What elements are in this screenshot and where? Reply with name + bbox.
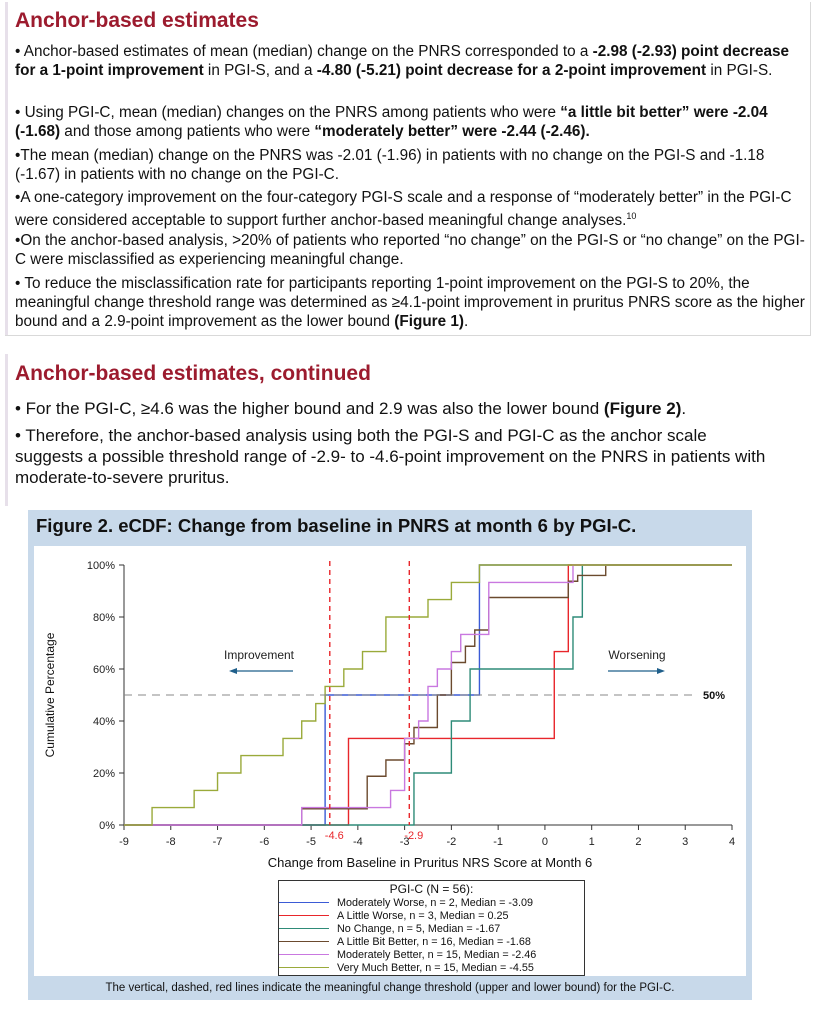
bullet-continued-1-text: • For the PGI-C, ≥4.6 was the higher bound and 2.9 was also the lower bound (15, 399, 604, 418)
improvement-label: Improvement (223, 648, 295, 662)
bullet-4-text: •A one-category improvement on the four-category PGI-S scale and a response of “moderately better” in the PGI-C were considered acceptable to support further anchor-based meaningful change analyses. (15, 189, 792, 230)
chart-axes (43, 560, 735, 870)
x-axis-title: Change from Baseline in Pruritus NRS Score at Month 6 (267, 855, 593, 870)
legend-label: A Little Worse, n = 3, Median = 0.25 (337, 909, 509, 922)
reference-line-label: 50% (703, 690, 726, 702)
y-tick-label: 80% (92, 612, 115, 624)
y-axis-title: Cumulative Percentage (43, 632, 57, 758)
bullet-continued-1-figure-ref: (Figure 2) (603, 399, 682, 418)
bullet-continued-1-period: . (681, 399, 687, 418)
bullet-6-period: . (463, 313, 469, 330)
legend-item (279, 935, 584, 948)
x-tick-label: -1 (493, 836, 504, 848)
bullet-1-bold-2: -4.80 (-5.21) point decrease for a 2-point improvement (316, 62, 707, 79)
bullet-continued-2: • Therefore, the anchor-based analysis using both the PGI-S and PGI-C as the anchor scale suggests a possible threshold range of -2.9- to -4.6-point improvement on the PNRS in patients with moderate-to-severe pruritus. (15, 426, 766, 487)
bullet-6-text: • To reduce the misclassification rate for participants reporting 1-point improvement on the PGI-S to 20%, the meaningful change threshold range was determined as ≥4.1-point improvement in pruritus PNRS score as the higher bound and a 2.9-point improvement as the lower bound (15, 275, 805, 330)
x-tick-label: -7 (212, 836, 223, 848)
y-tick-label: 100% (86, 560, 115, 572)
legend-rows (279, 896, 584, 974)
footnote-ref: 10 (626, 211, 637, 221)
legend-swatch (279, 928, 329, 929)
bullet-2-text: • Using PGI-C, mean (median) changes on the PNRS among patients who were (15, 104, 561, 121)
bullet-2-text-mid: and those among patients who were (60, 123, 315, 140)
legend-swatch (279, 902, 329, 903)
chart-legend (278, 880, 585, 976)
bullet-1-text-mid: in PGI-S, and a (203, 62, 317, 79)
legend-label: Moderately Worse, n = 2, Median = -3.09 (337, 896, 534, 909)
legend-item (279, 896, 584, 909)
x-tick-label: -5 (306, 836, 316, 848)
legend-title: PGI-C (N = 56): (389, 882, 474, 896)
bullet-1-text-end: in PGI-S. (706, 62, 773, 79)
legend-item (279, 909, 584, 922)
legend-item (279, 922, 584, 935)
bullet-1-text: • Anchor-based estimates of mean (median) change on the PNRS corresponded to a (15, 43, 593, 60)
bullet-2-bold-2: “moderately better” were -2.44 (-2.46). (314, 123, 590, 140)
worsening-arrowhead (657, 668, 665, 674)
x-tick-label: -2 (446, 836, 457, 848)
figure-caption: The vertical, dashed, red lines indicate the meaningful change threshold (upper and lower bound) for the PGI-C. (105, 982, 675, 994)
x-tick-label: 4 (728, 836, 736, 848)
bullet-3: •The mean (median) change on the PNRS was -2.01 (-1.96) in patients with no change on the PGI-S and -1.18 (-1.67) in patients with no change on the PGI-C. (15, 147, 765, 183)
y-tick-label: 20% (92, 768, 115, 780)
legend-item (279, 948, 584, 961)
legend-label: A Little Bit Better, n = 16, Median = -1.68 (337, 935, 531, 948)
section-title: Anchor-based estimates (15, 9, 259, 32)
legend-swatch (279, 967, 329, 968)
improvement-arrowhead (229, 668, 237, 674)
x-tick-label: -3 (399, 836, 410, 848)
x-tick-label: -9 (119, 836, 129, 848)
legend-item (279, 961, 584, 974)
y-tick-label: 40% (92, 716, 115, 728)
legend-swatch (279, 954, 329, 955)
x-tick-label: -8 (165, 836, 176, 848)
x-tick-label: 0 (541, 836, 548, 848)
bullet-1-bold: -2.98 (-2.93) point decrease for a 1-point improvement (15, 43, 790, 79)
section-title-continued: Anchor-based estimates, continued (15, 362, 371, 385)
threshold-label: -4.6 (324, 830, 344, 842)
y-tick-label: 0% (99, 820, 115, 832)
figure-title: Figure 2. eCDF: Change from baseline in PNRS at month 6 by PGI-C. (36, 515, 637, 536)
x-tick-label: 2 (635, 836, 642, 848)
legend-label: Very Much Better, n = 15, Median = -4.55 (337, 961, 534, 974)
bullet-2-bold: “a little bit better” were -2.04 (-1.68) (15, 104, 768, 140)
legend-swatch (279, 941, 329, 942)
x-tick-label: -4 (352, 836, 363, 848)
threshold-label: -2.9 (404, 830, 424, 842)
x-tick-label: -6 (259, 836, 270, 848)
legend-swatch (279, 915, 329, 916)
legend-label: No Change, n = 5, Median = -1.67 (337, 922, 501, 935)
legend-label: Moderately Better, n = 15, Median = -2.46 (337, 948, 537, 961)
y-tick-label: 60% (92, 664, 115, 676)
chart-annotations (124, 561, 725, 842)
x-tick-label: 3 (682, 836, 689, 848)
bullet-5: •On the anchor-based analysis, >20% of patients who reported “no change” on the PGI-S or “no change” on the PGI-C were misclassified as experiencing meaningful change. (15, 232, 805, 268)
x-tick-label: 1 (588, 836, 595, 848)
bullet-6-figure-ref: (Figure 1) (394, 313, 464, 330)
worsening-label: Worsening (608, 648, 666, 662)
